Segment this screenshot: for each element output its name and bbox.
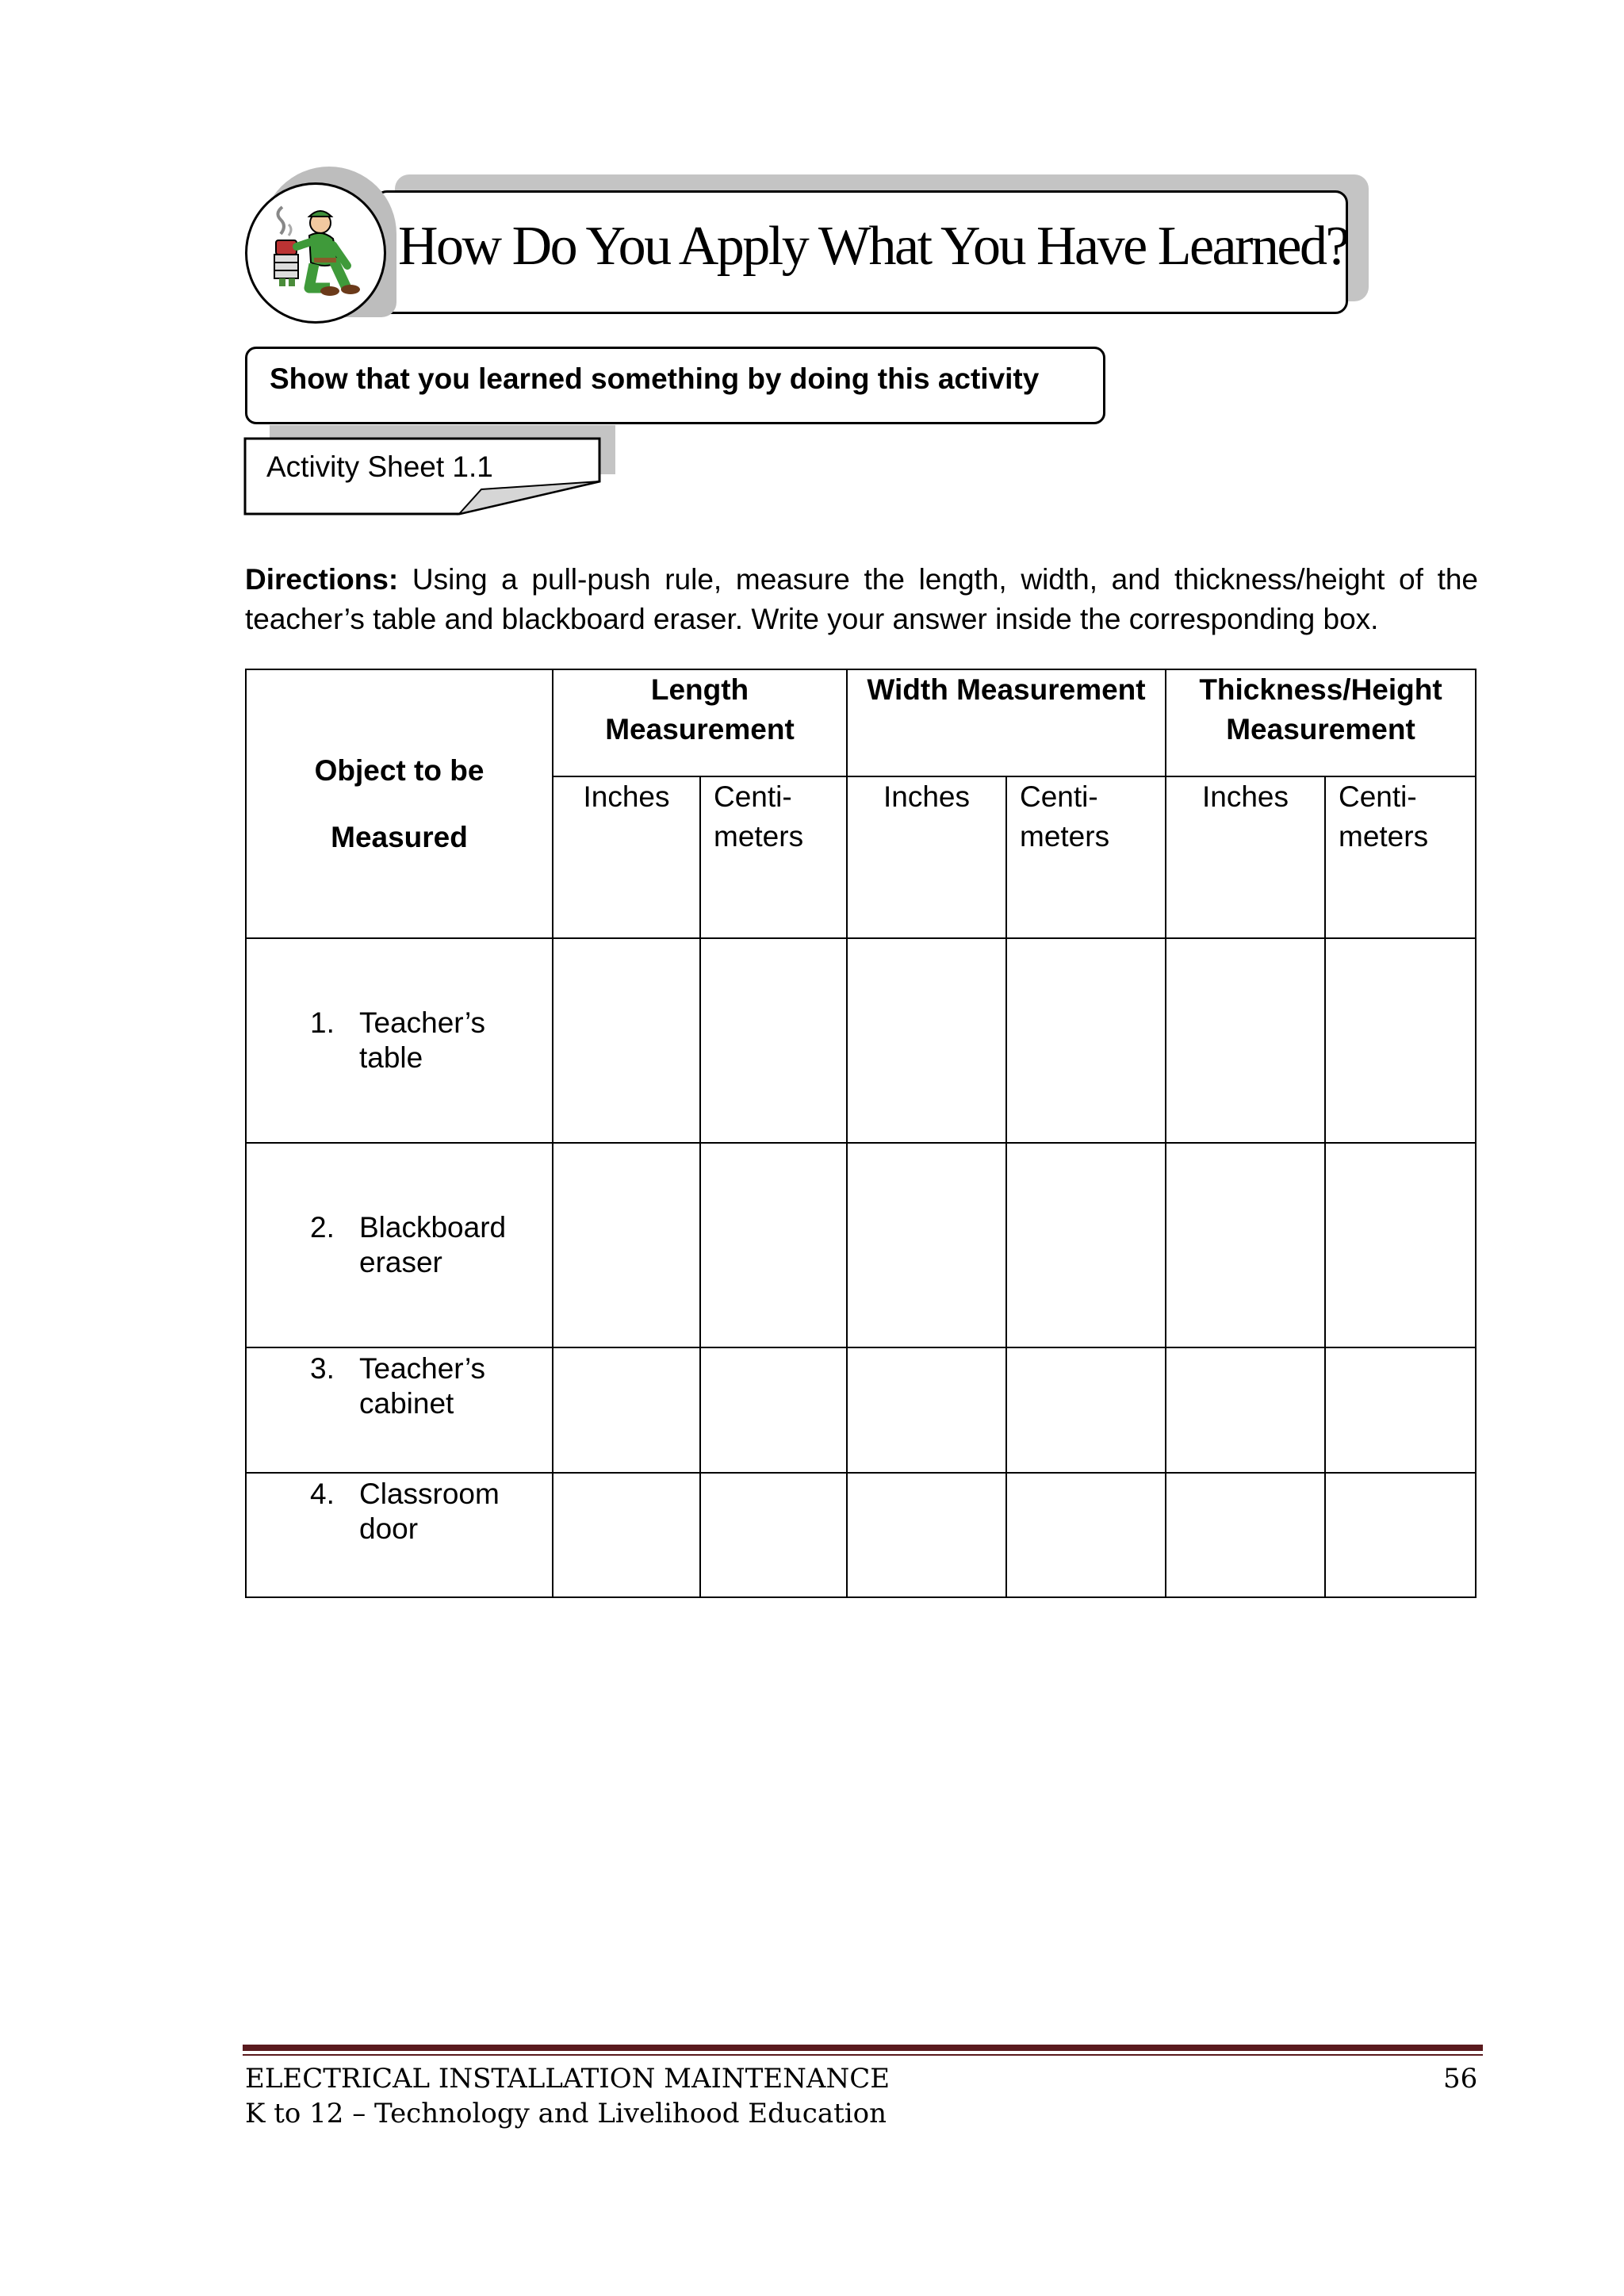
- answer-cell[interactable]: [553, 1473, 700, 1597]
- row-object-label: [246, 1143, 553, 1347]
- width-inches-header: Inches: [847, 776, 1006, 938]
- object-header-line1: Object to be: [314, 753, 485, 787]
- answer-cell[interactable]: [1166, 1473, 1325, 1597]
- answer-cell[interactable]: [1325, 1473, 1476, 1597]
- answer-cell[interactable]: [1006, 1473, 1166, 1597]
- row-object-name: Teacher’s cabinet: [359, 1352, 486, 1420]
- page-title: How Do You Apply What You Have Learned?: [398, 216, 1349, 277]
- row-object-name: Teacher’s table: [359, 1006, 486, 1074]
- answer-cell[interactable]: [847, 938, 1006, 1143]
- answer-cell[interactable]: [700, 1473, 847, 1597]
- object-header-line2: Measured: [331, 820, 468, 853]
- answer-cell[interactable]: [553, 1143, 700, 1347]
- unit-cm-line1: Centi-: [1020, 780, 1098, 813]
- instruction-banner-text: Show that you learned something by doing this activity: [270, 362, 1040, 395]
- directions-text: Using a pull-push rule, measure the length, width, and thickness/height of the teacher’s table and blackboard eraser. Write your answer inside the corresponding box.: [245, 563, 1478, 635]
- answer-cell[interactable]: [1325, 1143, 1476, 1347]
- answer-cell[interactable]: [1166, 1143, 1325, 1347]
- thickness-centimeters-header: [1325, 776, 1476, 938]
- answer-cell[interactable]: [847, 1473, 1006, 1597]
- answer-cell[interactable]: [1006, 1143, 1166, 1347]
- answer-cell[interactable]: [553, 938, 700, 1143]
- row-number: 2.: [310, 1211, 335, 1244]
- table-row: [246, 1143, 1476, 1347]
- row-object-label: [246, 1347, 553, 1473]
- answer-cell[interactable]: [1006, 938, 1166, 1143]
- answer-cell[interactable]: [1325, 1347, 1476, 1473]
- answer-cell[interactable]: [1325, 938, 1476, 1143]
- unit-cm-line2: meters: [1339, 820, 1429, 853]
- row-object-label: [246, 1473, 553, 1597]
- row-object-label: [246, 938, 553, 1143]
- answer-cell[interactable]: [1166, 938, 1325, 1143]
- measurement-table: [245, 669, 1477, 1598]
- length-centimeters-header: [700, 776, 847, 938]
- width-measurement-header: Width Measurement: [847, 669, 1166, 776]
- unit-cm-line1: Centi-: [1339, 780, 1417, 813]
- page-number: 56: [1443, 2063, 1478, 2095]
- icon-badge: [245, 182, 386, 324]
- answer-cell[interactable]: [847, 1347, 1006, 1473]
- answer-cell[interactable]: [1006, 1347, 1166, 1473]
- row-object-name: Blackboard eraser: [359, 1211, 507, 1278]
- directions-label: Directions:: [245, 563, 399, 596]
- directions-paragraph: [245, 560, 1478, 639]
- row-number: 3.: [310, 1352, 335, 1385]
- footer-program: K to 12 – Technology and Livelihood Education: [245, 2098, 887, 2129]
- length-inches-header: Inches: [553, 776, 700, 938]
- table-row: [246, 938, 1476, 1143]
- footer-rule-thin: [243, 2054, 1483, 2056]
- answer-cell[interactable]: [553, 1347, 700, 1473]
- row-number: 1.: [310, 1006, 335, 1039]
- answer-cell[interactable]: [700, 1143, 847, 1347]
- answer-cell[interactable]: [847, 1143, 1006, 1347]
- answer-cell[interactable]: [1166, 1347, 1325, 1473]
- row-number: 4.: [310, 1478, 335, 1510]
- footer-rule-thick: [243, 2045, 1483, 2051]
- length-measurement-header: Length Measurement: [553, 669, 847, 776]
- object-header: [246, 669, 553, 938]
- thickness-inches-header: Inches: [1166, 776, 1325, 938]
- unit-cm-line2: meters: [1020, 820, 1110, 853]
- footer-subject: ELECTRICAL INSTALLATION MAINTENANCE: [245, 2063, 891, 2095]
- unit-cm-line1: Centi-: [714, 780, 792, 813]
- table-row: [246, 1347, 1476, 1473]
- activity-tag-label: Activity Sheet 1.1: [266, 450, 493, 483]
- answer-cell[interactable]: [700, 938, 847, 1143]
- width-centimeters-header: [1006, 776, 1166, 938]
- row-object-name: Classroom door: [359, 1478, 500, 1545]
- thickness-height-measurement-header: Thickness/Height Measurement: [1166, 669, 1476, 776]
- table-row: [246, 1473, 1476, 1597]
- unit-cm-line2: meters: [714, 820, 804, 853]
- answer-cell[interactable]: [700, 1347, 847, 1473]
- kneeling-worker-icon: [247, 185, 384, 321]
